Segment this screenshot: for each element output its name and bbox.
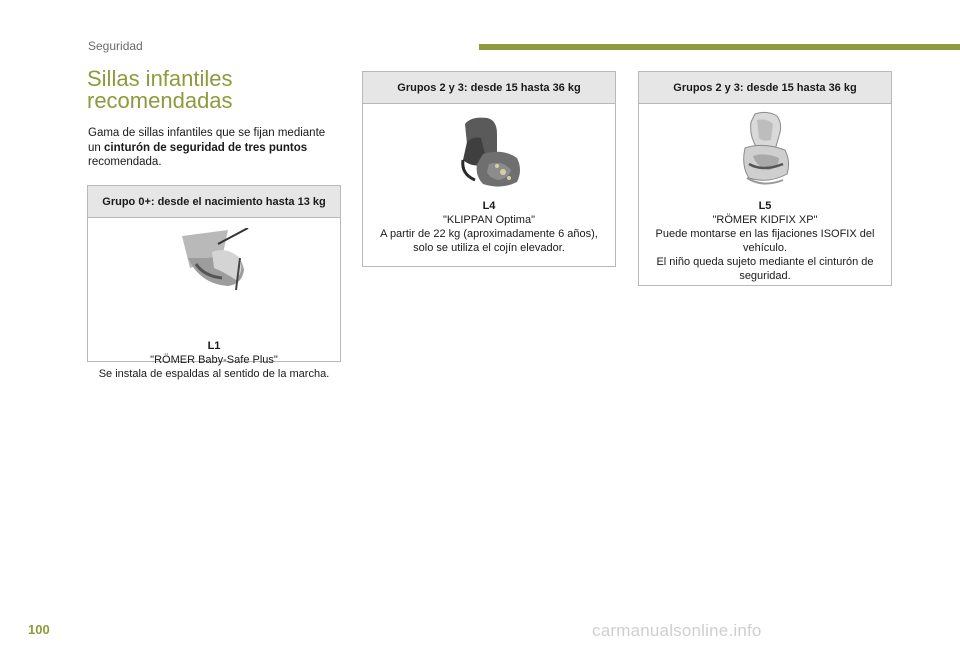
intro-text: recomendada. <box>88 156 162 168</box>
watermark: carmanualsonline.info <box>592 621 762 640</box>
intro-text: un <box>88 141 104 154</box>
card-header: Grupo 0+: desde el nacimiento hasta 13 kg <box>88 186 340 218</box>
intro-paragraph <box>88 126 340 170</box>
seat-description: Se instala de espaldas al sentido de la marcha. <box>98 368 330 380</box>
seat-card-l4 <box>362 71 616 267</box>
seat-description: "KLIPPAN Optima" <box>443 214 535 226</box>
card-header: Grupos 2 y 3: desde 15 hasta 36 kg <box>639 72 891 104</box>
section-accent-bar <box>479 44 960 50</box>
section-label: Seguridad <box>88 39 143 53</box>
intro-emphasis: cinturón de seguridad de tres puntos <box>104 141 308 154</box>
card-header: Grupos 2 y 3: desde 15 hasta 36 kg <box>363 72 615 104</box>
seat-code: L4 <box>482 200 496 212</box>
page-title <box>87 68 233 112</box>
seat-description: El niño queda sujeto mediante el cinturón de <box>656 256 874 268</box>
seat-description: seguridad. <box>739 270 791 282</box>
booster-seat-dark-icon <box>363 104 615 192</box>
page-title-line: recomendadas <box>87 88 233 113</box>
seat-description: A partir de 22 kg (aproximadamente 6 años), <box>380 228 598 240</box>
booster-seat-light-icon <box>639 104 891 190</box>
seat-description: solo se utiliza el cojín elevador. <box>413 242 565 254</box>
infant-carrier-seat-icon <box>88 218 340 292</box>
page-number: 100 <box>28 622 50 637</box>
seat-card-l5 <box>638 71 892 286</box>
seat-card-l1 <box>87 185 341 380</box>
seat-code: L5 <box>758 200 772 212</box>
seat-code: L1 <box>207 340 221 352</box>
seat-description: "RÖMER KIDFIX XP" <box>712 214 818 226</box>
seat-description: vehículo. <box>742 242 788 254</box>
seat-description: Puede montarse en las fijaciones ISOFIX del <box>655 228 875 240</box>
intro-text: Gama de sillas infantiles que se fijan mediante <box>88 127 326 139</box>
page-title-line: Sillas infantiles <box>87 66 233 91</box>
seat-description: "RÖMER Baby-Safe Plus" <box>150 354 278 366</box>
